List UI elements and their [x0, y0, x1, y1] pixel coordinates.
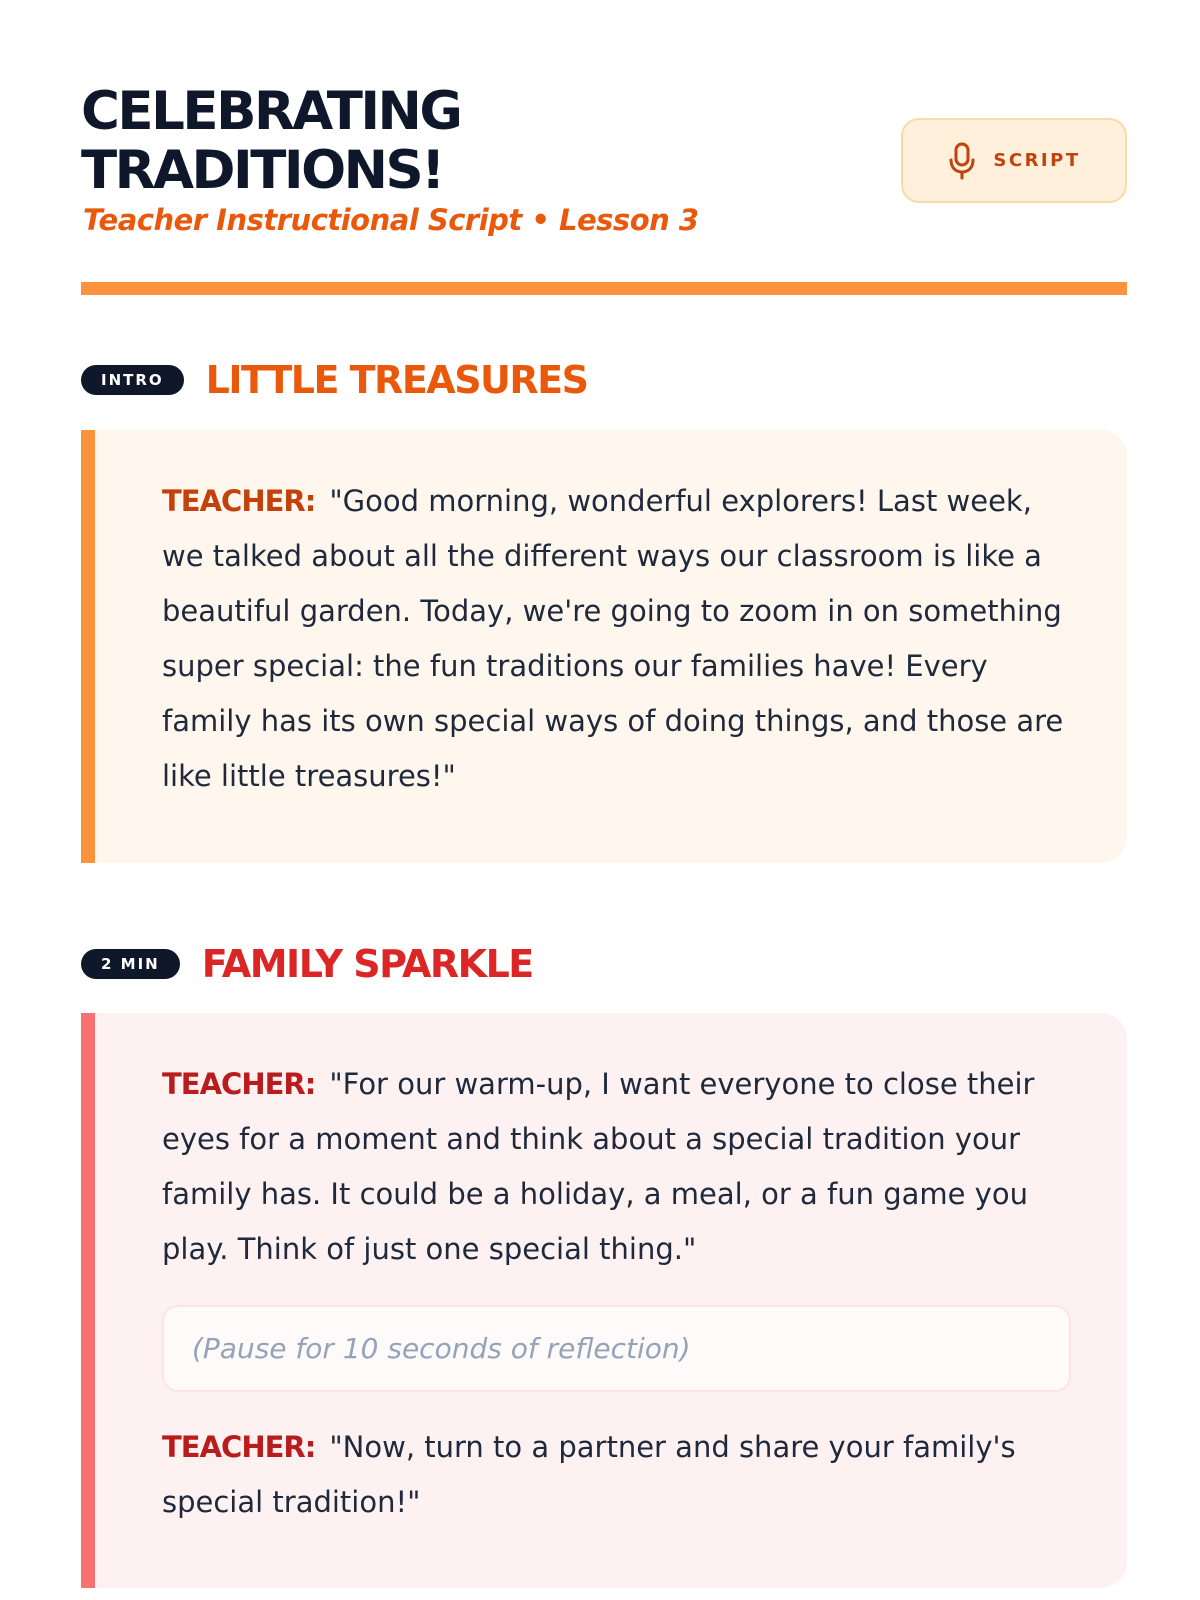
teacher-dialogue: "Good morning, wonderful explorers! Last week, we talked about all the different ways our classroom is like a beautiful garden. Today, we're going to zoom in on something super special: the fun traditions our families have! Every family has its own special ways of doing things, and those are like little treasures!"	[162, 484, 1064, 793]
page-header	[81, 0, 1127, 300]
speaker-label: TEACHER:	[162, 1430, 316, 1464]
section-badge-duration: 2 MIN	[81, 949, 180, 979]
section-heading-little-treasures	[81, 358, 588, 402]
section-heading-family-sparkle	[81, 942, 533, 986]
teacher-line	[162, 474, 1071, 804]
page-title-line-2: TRADITIONS!	[81, 140, 443, 201]
section-title-little-treasures: LITTLE TREASURES	[205, 358, 588, 402]
page-title	[81, 82, 460, 200]
speaker-label: TEACHER:	[162, 1067, 316, 1101]
page-subtitle: Teacher Instructional Script • Lesson 3	[83, 203, 699, 237]
stage-direction-box	[162, 1305, 1071, 1392]
section-badge-intro: INTRO	[81, 365, 184, 395]
teacher-line	[162, 1057, 1071, 1277]
header-divider	[81, 282, 1127, 295]
script-button-label: SCRIPT	[993, 150, 1081, 171]
microphone-icon	[947, 141, 977, 181]
script-card-family-sparkle	[81, 1013, 1127, 1588]
teacher-dialogue: "For our warm-up, I want everyone to close their eyes for a moment and think about a special tradition your family has. It could be a holiday, a meal, or a fun game you play. Think of just one special thing."	[162, 1067, 1035, 1266]
stage-direction-text: (Pause for 10 seconds of reflection)	[192, 1332, 691, 1365]
teacher-line	[162, 1420, 1071, 1530]
section-title-family-sparkle: FAMILY SPARKLE	[201, 942, 533, 986]
page-title-line-1: CELEBRATING	[81, 81, 461, 142]
teacher-dialogue: "Now, turn to a partner and share your family's special tradition!"	[162, 1430, 1016, 1519]
speaker-label: TEACHER:	[162, 484, 316, 518]
script-card-little-treasures	[81, 430, 1127, 863]
lesson-script-page	[81, 0, 1127, 1519]
script-button[interactable]	[901, 118, 1127, 203]
